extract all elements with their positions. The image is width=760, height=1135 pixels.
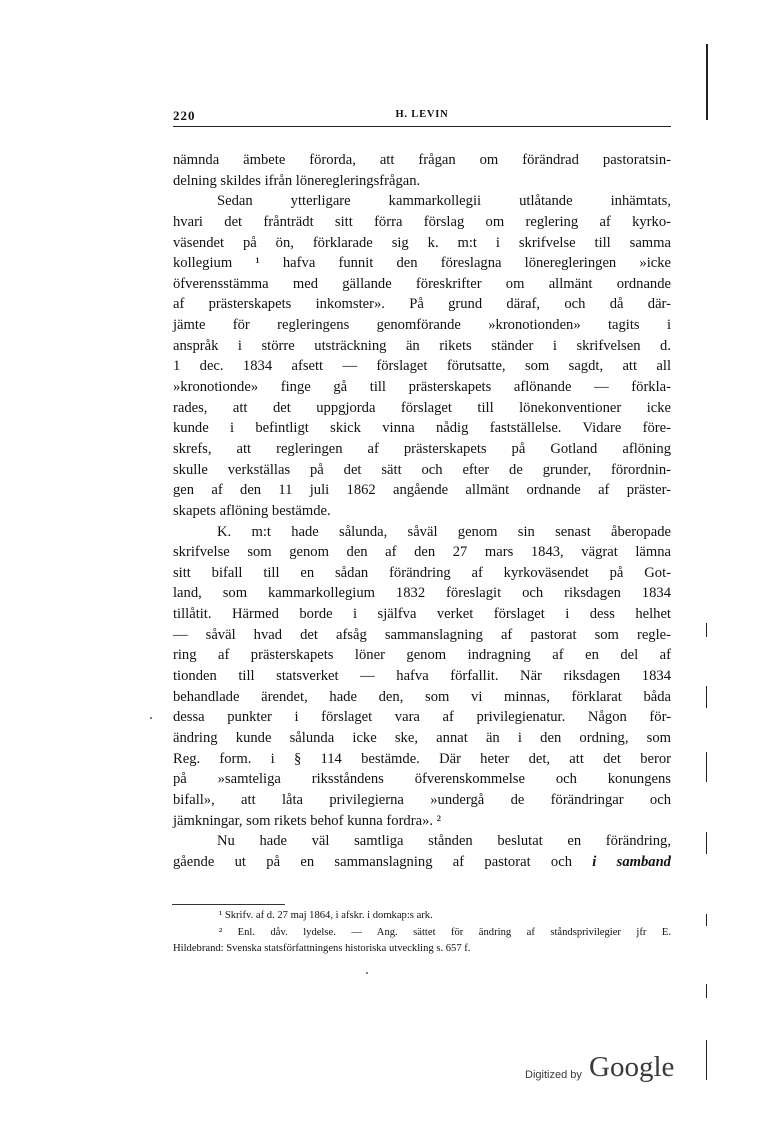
google-watermark — [525, 1050, 695, 1090]
text-line: Nu hade väl samtliga stånden beslutat en förändring, — [217, 833, 671, 850]
footnote-1: ¹ Skrifv. af d. 27 maj 1864, i afskr. i domkap:s ark. — [219, 910, 433, 921]
text-line: kunde i befintligt skick vinna nådig fastställelse. Vidare före- — [173, 420, 671, 437]
text-line: skrifvelse som genom den af den 27 mars 1843, vägrat lämna — [173, 544, 671, 561]
text-line: på »samteliga riksståndens öfverenskommelse och konungens — [173, 771, 671, 788]
text-line: land, som kammarkollegium 1832 föreslagit och riksdagen 1834 — [173, 585, 671, 602]
text-line: Sedan ytterligare kammarkollegii utlåtande inhämtats, — [217, 193, 671, 210]
text-line: hvari det frånträdt sitt förra förslag om reglering af kyrko- — [173, 213, 671, 230]
text-line: skapets aflöning bestämde. — [173, 502, 331, 519]
footnote-2: ² Enl. dåv. lydelse. — Ang. sättet för ändring af ståndsprivilegier jfr E. — [219, 926, 671, 938]
text-line: väsendet på ön, förklarade sig k. m:t i skrifvelse till samma — [173, 234, 671, 251]
footnote-rule — [172, 904, 285, 905]
text-line: ändring kunde sålunda icke ske, annat än i den ordning, som — [173, 729, 671, 746]
body-text — [173, 150, 671, 872]
google-logo: Google — [589, 1051, 675, 1083]
text-line: jämkningar, som rikets behof kunna fordra». ² — [173, 812, 442, 829]
stray-mark — [150, 717, 152, 719]
margin-edge-mark — [706, 984, 707, 998]
text-line: rades, att det uppgjorda förslaget till lönekonventioner icke — [173, 399, 671, 416]
footnotes — [173, 908, 671, 958]
text-line: — såväl hvad det afsåg sammanslagning af pastorat som regle- — [173, 626, 671, 643]
text-line: delning skildes ifrån löneregleringsfrågan. — [173, 172, 421, 189]
text-line: af prästerskapets inkomster». På grund däraf, och då där- — [173, 296, 671, 313]
text-line: behandlade ärendet, hade den, som vi minnas, förklarat båda — [173, 688, 671, 705]
margin-edge-mark — [706, 752, 707, 782]
text-line: skulle verkställas på det sätt och efter de grunder, förordnin- — [173, 461, 671, 478]
text-line: »kronotionde» finge gå till prästerskapets aflönande — förkla- — [173, 379, 671, 396]
running-head: H. LEVIN — [395, 109, 449, 120]
margin-edge-mark — [706, 686, 707, 708]
text-line: dessa punkter i förslaget vara af privilegienatur. Någon för- — [173, 709, 671, 726]
text-line: Reg. form. i § 114 bestämde. Där heter det, att det beror — [173, 750, 671, 767]
text-line: gen af den 11 juli 1862 angående allmänt ordnande af präster- — [173, 482, 671, 499]
text-line: sitt bifall till en sådan förändring af kyrkoväsendet på Got- — [173, 564, 671, 581]
text-line: 1 dec. 1834 afsett — förslaget förutsatte, som sagdt, att all — [173, 358, 671, 375]
text-line: anspråk i större utsträckning än rikets ständer i skrifvelsen d. — [173, 337, 671, 354]
margin-edge-mark — [706, 44, 708, 120]
text-line-start: gående ut på en sammanslagning af pastorat och — [173, 853, 572, 870]
footnote-2-continued: Hildebrand: Svenska statsförfattningens historiska utveckling s. 657 f. — [173, 943, 471, 954]
text-line: öfverensstämma med gällande föreskrifter om allmänt ordnande — [173, 275, 671, 292]
digitized-by-label: Digitized by — [525, 1069, 582, 1081]
text-line: nämnda ämbete förorda, att frågan om förändrad pastoratsin- — [173, 152, 671, 168]
text-line — [173, 852, 671, 873]
text-line: ring af prästerskapets löner genom indragning af en del af — [173, 647, 671, 664]
margin-edge-mark — [706, 832, 707, 854]
text-line: tionden till statsverket — hafva förfallit. När riksdagen 1834 — [173, 668, 671, 685]
stray-mark — [366, 972, 368, 974]
page-number: 220 — [173, 108, 196, 123]
page-header — [173, 108, 671, 127]
italic-phrase: i samband — [592, 853, 671, 870]
margin-edge-mark — [706, 1040, 707, 1080]
text-line: skrefs, att regleringen af prästerskapets på Gotland aflöning — [173, 440, 671, 457]
margin-edge-mark — [706, 914, 707, 926]
text-line: jämte för regleringens genomförande »kronotionden» tagits i — [173, 317, 671, 334]
margin-edge-mark — [706, 623, 707, 637]
text-line: tillåtit. Härmed borde i själfva verket förslaget i dess helhet — [173, 606, 671, 623]
text-line: kollegium ¹ hafva funnit den föreslagna löneregleringen »icke — [173, 255, 671, 272]
text-line: K. m:t hade sålunda, såväl genom sin senast åberopade — [217, 523, 671, 540]
text-line: bifall», att låta privilegierna »undergå de förändringar och — [173, 791, 671, 808]
